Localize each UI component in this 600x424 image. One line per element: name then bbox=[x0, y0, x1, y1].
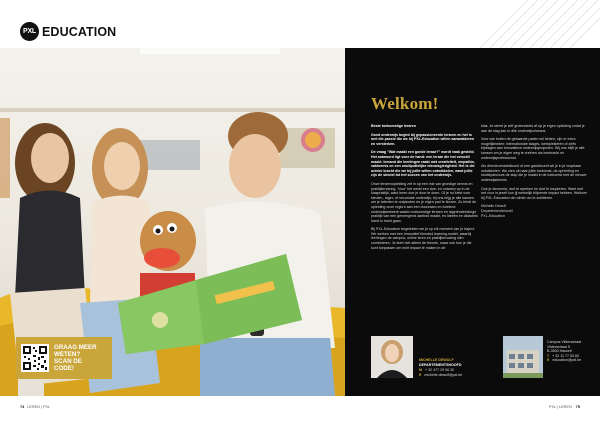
qr-code-graphic bbox=[21, 344, 49, 372]
cta-line: SCAN DE bbox=[54, 358, 82, 365]
contact-strip bbox=[371, 336, 593, 376]
salutation: Beste toekomstige leraren bbox=[371, 124, 416, 128]
decorative-stripes bbox=[480, 0, 600, 48]
contact-role: DEPARTEMENTSHOOFD bbox=[419, 362, 462, 367]
signature: Michelle Dewulf Departementshoofd PXL-Education bbox=[481, 204, 513, 218]
paragraph: Als directeurinstelsbond of een gastdocent wil je in je loopbaan ontwikkelen. We zien uit naar jullie toekomst, de oprichting en studieparcours de stap die je maakt in de toekomst met de nieuwe onderwijskennis. bbox=[481, 164, 587, 182]
contact-email[interactable]: michelle.dewulf@pxl.be bbox=[424, 372, 463, 377]
campus-graphic bbox=[503, 336, 543, 378]
cta-line: CODE! bbox=[54, 365, 74, 373]
page-number: 75 bbox=[575, 405, 580, 409]
campus-photo bbox=[503, 336, 543, 378]
paragraph: De vraag "Wat maakt een goede leraar?" wordt vaak gesteld. Het antwoord ligt voor de hand: een leraar die het verschil maakt. Iemand die leerlingen raakt met creativiteit, empathie, vakkennis en een onuitputtelijke nieuwsgierigheid. Het is die unieke kracht die we bij jullie willen ontwikkelen, want jullie zijn de sleutel tot het succes van het onderwijs. bbox=[371, 150, 475, 178]
email-label: E bbox=[419, 372, 422, 377]
portrait-photo bbox=[371, 336, 413, 378]
footer-left bbox=[20, 405, 50, 409]
paragraph: Ook je decennia, durf te spreken en durf te inspireren. Want met het vuur in jezelf kun jij werkelijk blijvende impact hebben. Welkom bij PXL-Education de ruimte om te schitteren. bbox=[481, 186, 587, 200]
qr-cta-box[interactable] bbox=[16, 337, 112, 379]
article-column-right bbox=[481, 124, 589, 222]
tel-label: T bbox=[547, 353, 550, 358]
campus-name: Campus Vildersstraat bbox=[547, 340, 582, 344]
contact-phone[interactable]: + 32 477 29 06 30 bbox=[425, 368, 455, 373]
article-title: Welkom! bbox=[371, 94, 439, 113]
street: Vildersstraat 5 bbox=[547, 344, 570, 349]
right-page bbox=[345, 0, 600, 424]
paragraph: Bij PXL-Education begeleiden we je op elk moment van je traject. We werken met een innovatief blended learning-model, waarbij leerlingen de campus, online leren en praktijkervaring slim combineren. Je leert niet alleen de theorie, maar ook hoe je die kunt toepassen om echt impact te maken in de bbox=[371, 227, 475, 250]
page-number: 74 bbox=[20, 405, 25, 409]
paragraph: Goed onderwijs begint bij gepassioneerde leraren en het is met die passie die we bij PXL-Education willen aanwakkeren en versterken. bbox=[371, 132, 475, 146]
cta-line: WETEN? bbox=[54, 350, 81, 358]
contact-name: MICHELLE DEWULF bbox=[419, 358, 454, 362]
paragraph: klas. Je stemt je zelf grotendeels af op je eigen opleiding zodat je aan de slag kan in alle onderwijsniveaus. bbox=[481, 124, 585, 133]
logo-text: EDUCATION bbox=[42, 24, 117, 39]
campus-email[interactable]: education@pxl.be bbox=[552, 358, 582, 363]
cta-line: GRAAG MEER bbox=[54, 343, 97, 351]
footer-right bbox=[549, 405, 580, 409]
campus-address bbox=[547, 340, 581, 363]
qr-code-icon[interactable] bbox=[21, 344, 49, 372]
city: B-3500 Hasselt bbox=[547, 349, 572, 354]
portrait-graphic bbox=[371, 336, 413, 378]
email-label: E bbox=[547, 358, 550, 363]
phone-label: M bbox=[419, 368, 422, 373]
pxl-education-logo[interactable] bbox=[20, 22, 116, 41]
paragraph: Onze lerarenopleiding zet in op een mix van grondige kennis en praktijkervaring. 'Voor' het werkt een doe- en ontwerp op in de klaspraktijk, want leren doe je door te doen. Of je nu kiest voor kleuter-, lager- of secundair onderwijs, bij ons krijg je alle kansen om je talenten te ontplooien en je eigen pad te kiezen. Zo bindt de opleiding onze regio's aan een duurzaam en boeiend onderwijsnetwerk waarin toekomstige leraren en lagerendeelzinge praktijk van een gemengend aanbod maakt, en ideeën en didactiek hand in hand gaan. bbox=[371, 181, 478, 223]
stripes-graphic bbox=[480, 0, 600, 48]
contact-info bbox=[419, 358, 462, 377]
footer-text: PXL | LEREN bbox=[548, 405, 572, 409]
cta-text bbox=[54, 344, 97, 373]
article-panel bbox=[345, 48, 600, 396]
footer-text: LEREN | PXL bbox=[27, 405, 51, 409]
campus-phone[interactable]: + 32 11 77 53 60 bbox=[552, 353, 580, 358]
article-column-left bbox=[371, 124, 479, 254]
pxl-logo-mark: PXL bbox=[20, 22, 39, 41]
paragraph: Voor wie buiten de gebaande paden wil treden, zijn er extra mogelijkheden: internationale stages, werkplekleren of zelfs bijdragen aan innovatieve onderwijsprojecten. Wij ons blijft je alle kansen om je eigen weg te creëren als leerkracht en onderwijsprofessional. bbox=[481, 137, 585, 160]
